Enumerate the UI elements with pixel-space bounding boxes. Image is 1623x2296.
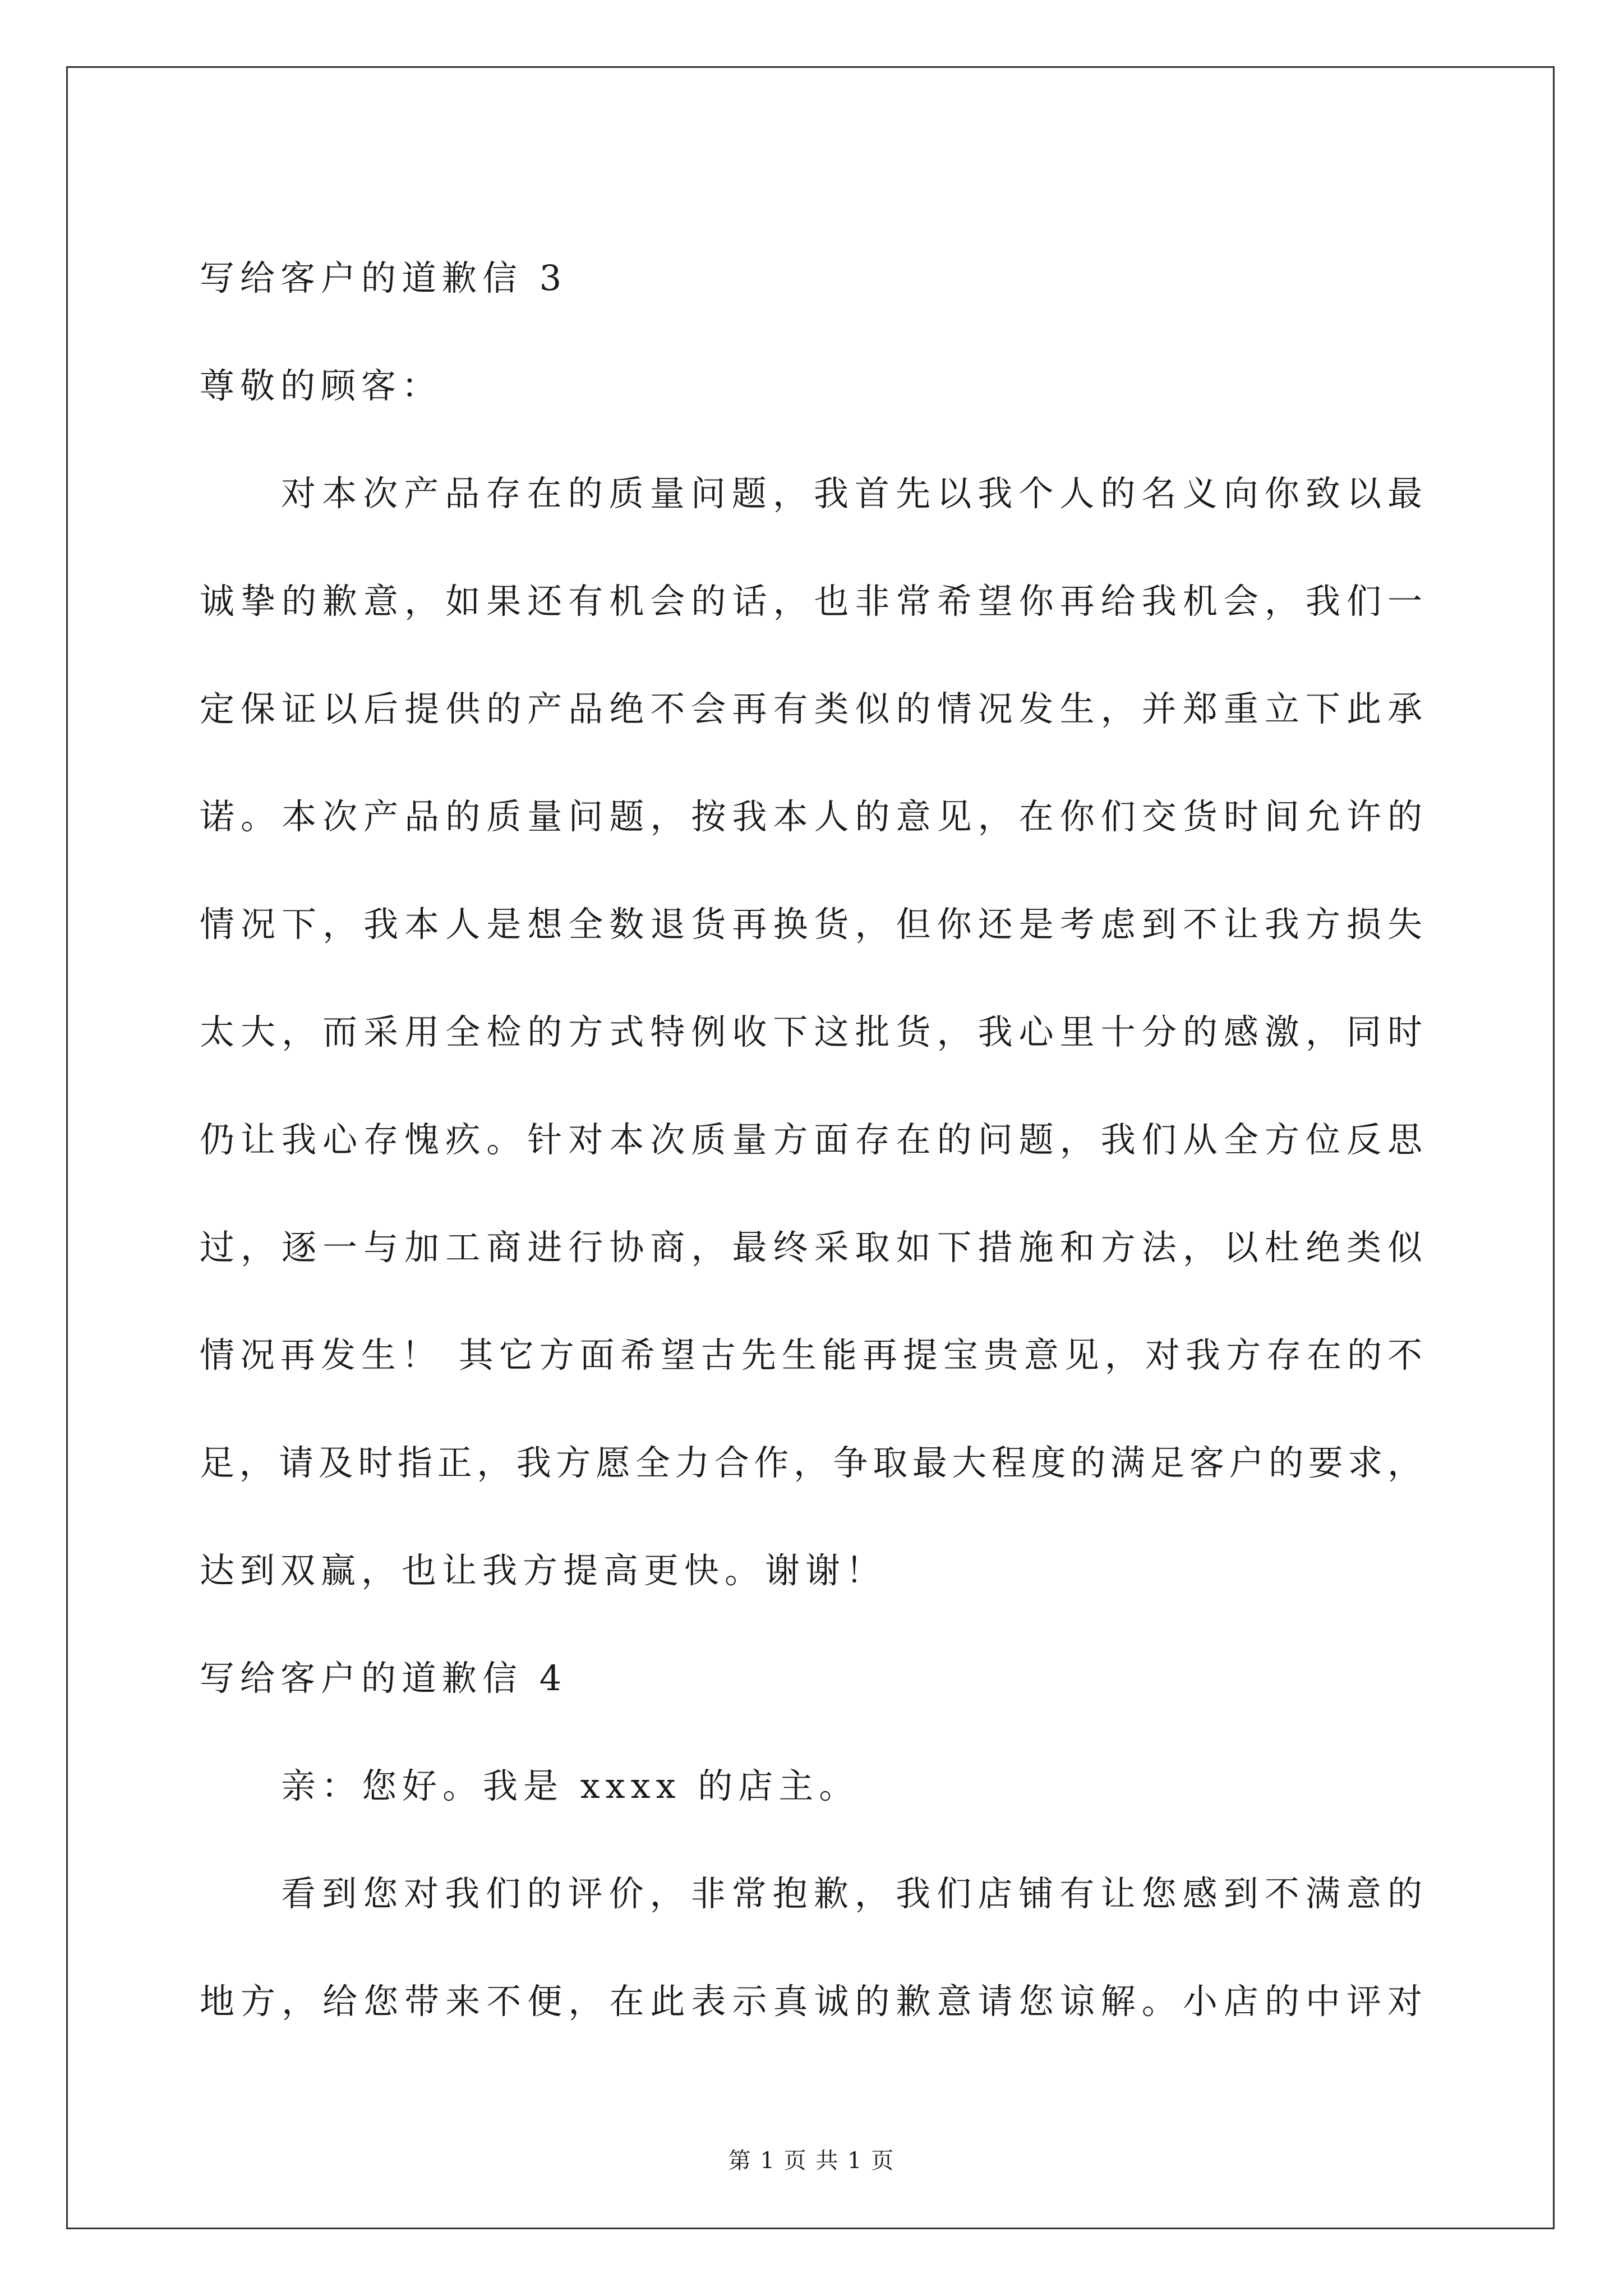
letter-3-paragraph-line: 诺。本次产品的质量问题，按我本人的意见，在你们交货时间允许的	[200, 796, 1422, 837]
letter-3-paragraph-line: 对本次产品存在的质量问题，我首先以我个人的名义向你致以最	[281, 473, 1422, 514]
letter-4-paragraph-line: 地方，给您带来不便，在此表示真诚的歉意请您谅解。小店的中评对	[200, 1981, 1422, 2022]
letter-3-paragraph-line: 足，请及时指正，我方愿全力合作，争取最大程度的满足客户的要求，	[200, 1442, 1422, 1483]
letter-3-paragraph-last-line: 达到双赢，也让我方提高更快。谢谢！	[200, 1550, 887, 1591]
letter-3-paragraph-line: 情况再发生！ 其它方面希望古先生能再提宝贵意见，对我方存在的不	[200, 1335, 1422, 1375]
letter-3-salutation: 尊敬的顾客：	[200, 365, 442, 406]
letter-3-paragraph-line: 定保证以后提供的产品绝不会再有类似的情况发生，并郑重立下此承	[200, 688, 1422, 729]
letter-3-title: 写给客户的道歉信 3	[200, 257, 568, 298]
letter-3-paragraph-line: 过，逐一与加工商进行协商，最终采取如下措施和方法，以杜绝类似	[200, 1227, 1422, 1268]
page-footer: 第 1 页 共 1 页	[728, 2148, 895, 2174]
letter-4-paragraph-line: 看到您对我们的评价，非常抱歉，我们店铺有让您感到不满意的	[281, 1873, 1422, 1914]
document-body	[200, 224, 1422, 2055]
letter-3-paragraph-line: 太大，而采用全检的方式特例收下这批货，我心里十分的感激，同时	[200, 1011, 1422, 1052]
letter-4-title: 写给客户的道歉信 4	[200, 1658, 568, 1699]
letter-3-paragraph-line: 仍让我心存愧疚。针对本次质量方面存在的问题，我们从全方位反思	[200, 1119, 1422, 1160]
letter-4-greeting: 亲：您好。我是 xxxx 的店主。	[281, 1765, 860, 1806]
letter-3-paragraph-line: 诚挚的歉意，如果还有机会的话，也非常希望你再给我机会，我们一	[200, 581, 1422, 622]
letter-3-paragraph-line: 情况下，我本人是想全数退货再换货，但你还是考虑到不让我方损失	[200, 904, 1422, 945]
